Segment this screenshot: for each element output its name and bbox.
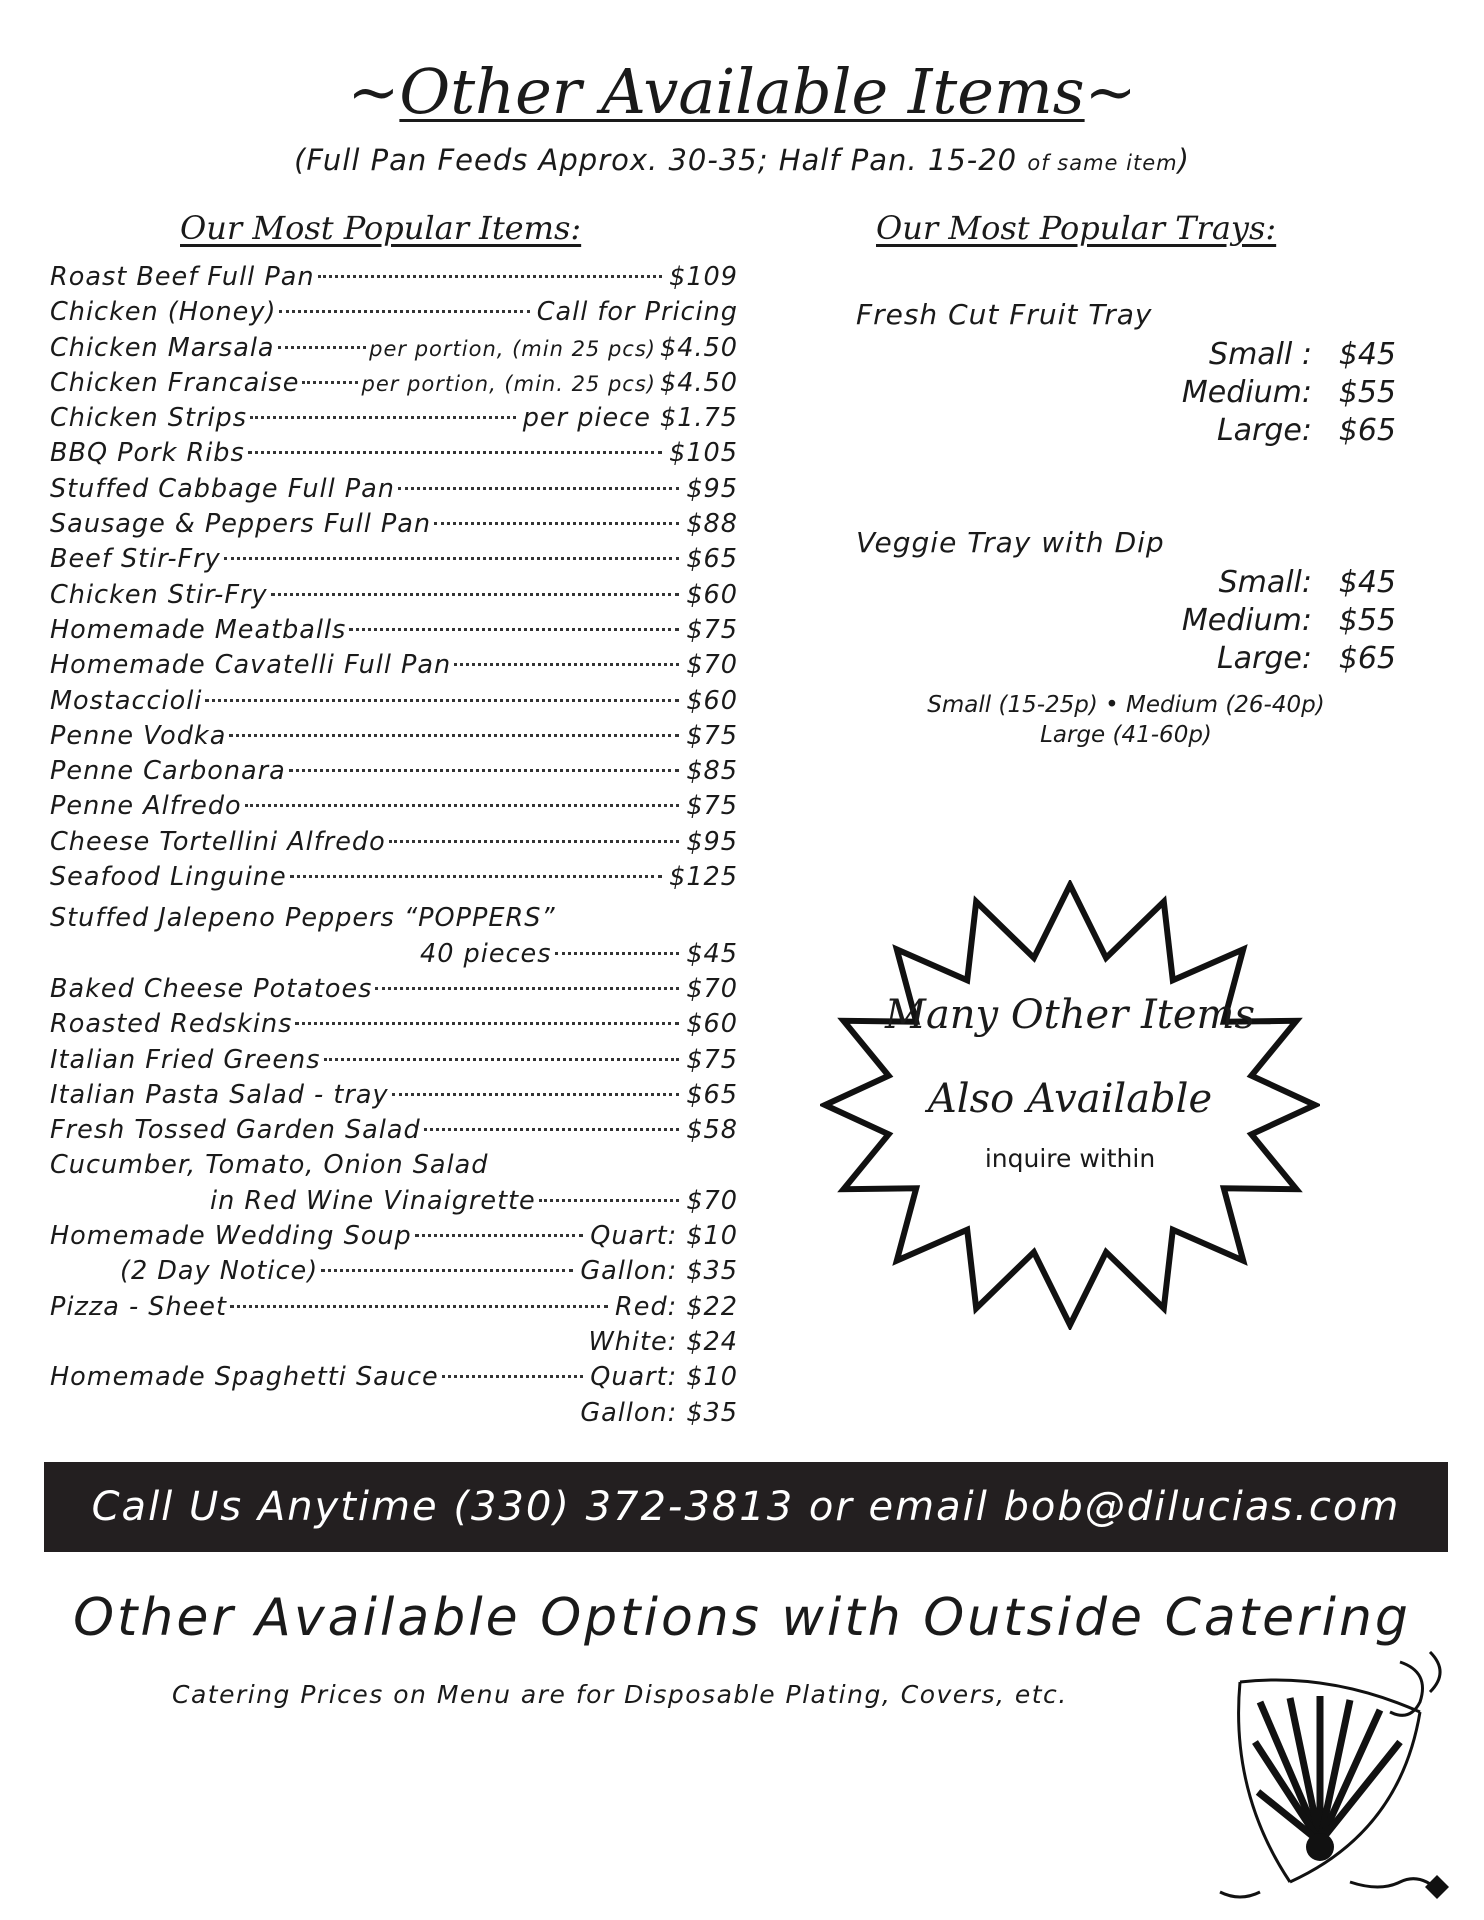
menu-item-name: Stuffed Jalepeno Peppers “POPPERS”	[50, 903, 556, 934]
menu-item	[50, 333, 738, 368]
size-price: $45	[1338, 337, 1396, 372]
veggie-tray-title: Veggie Tray with Dip	[856, 526, 1165, 559]
menu-item-price: $70	[686, 973, 738, 1004]
menu-item-price: $60	[686, 1009, 738, 1040]
menu-item	[50, 862, 738, 897]
menu-item	[50, 1045, 738, 1080]
menu-item-name: BBQ Pork Ribs	[50, 438, 245, 469]
menu-item-name: Cucumber, Tomato, Onion Salad	[50, 1150, 489, 1181]
menu-item-name: Homemade Cavatelli Full Pan	[50, 650, 452, 681]
menu-item	[50, 544, 738, 579]
menu-item	[50, 903, 738, 938]
catering-disclaimer: Catering Prices on Menu are for Disposable Plating, Covers, etc.	[172, 1680, 1068, 1709]
fruit-tray-sizes	[856, 336, 1396, 450]
menu-item	[50, 1327, 738, 1362]
tray-size-note-2: Large (41-60p)	[1040, 722, 1212, 748]
menu-item	[50, 1292, 738, 1327]
menu-item-price: $4.50	[659, 367, 738, 398]
menu-item	[50, 580, 738, 615]
dot-leader	[442, 1375, 584, 1378]
menu-item-price: $95	[686, 473, 738, 504]
menu-item-price: $60	[686, 685, 738, 716]
menu-item	[50, 1398, 738, 1433]
tray-size-note-1: Small (15-25p) • Medium (26-40p)	[927, 692, 1325, 718]
menu-item-price: $65	[686, 1079, 738, 1110]
dot-leader	[230, 1305, 608, 1308]
size-row	[856, 412, 1396, 450]
menu-item-name: Baked Cheese Potatoes	[50, 973, 373, 1004]
menu-item	[50, 756, 738, 791]
dot-leader	[271, 593, 680, 596]
size-price: $45	[1338, 565, 1396, 600]
menu-item-name: 40 pieces	[420, 938, 552, 969]
menu-item	[50, 262, 738, 297]
menu-item-price: $75	[686, 720, 738, 751]
size-label: Small :	[1209, 337, 1312, 372]
size-row	[856, 336, 1396, 374]
menu-item-name: Penne Carbonara	[50, 756, 286, 787]
menu-item	[50, 438, 738, 473]
subtitle-end: )	[1177, 143, 1190, 177]
size-label: Large:	[1216, 413, 1312, 448]
size-row	[856, 564, 1396, 602]
menu-item	[50, 721, 738, 756]
menu-item-name: Penne Alfredo	[50, 791, 242, 822]
dot-leader	[290, 875, 662, 878]
items-list	[50, 262, 738, 1433]
menu-item-price: $88	[686, 509, 738, 540]
subtitle-main: (Full Pan Feeds Approx. 30-35; Half Pan. 15-20	[294, 143, 1018, 177]
menu-item	[50, 974, 738, 1009]
dot-leader	[279, 310, 529, 313]
menu-item-name: Fresh Tossed Garden Salad	[50, 1115, 421, 1146]
menu-item	[50, 791, 738, 826]
dot-leader	[398, 487, 679, 490]
menu-item-name: Penne Vodka	[50, 720, 227, 751]
menu-item-price: $75	[686, 1044, 738, 1075]
tray-size-note	[856, 690, 1396, 750]
dot-leader	[302, 381, 358, 384]
size-label: Large:	[1216, 641, 1312, 676]
starburst-callout	[820, 880, 1320, 1330]
menu-item-price: $95	[686, 826, 738, 857]
menu-item	[50, 474, 738, 509]
menu-item-name: Sausage & Peppers Full Pan	[50, 509, 432, 540]
menu-item	[50, 403, 738, 438]
items-heading: Our Most Popular Items:	[180, 209, 582, 247]
page-subtitle	[0, 140, 1484, 183]
menu-item-name: in Red Wine Vinaigrette	[210, 1185, 536, 1216]
catering-options-title: Other Available Options with Outside Catering	[73, 1588, 1411, 1648]
menu-item-price: $105	[669, 438, 738, 469]
dot-leader	[250, 416, 516, 419]
menu-item	[50, 827, 738, 862]
menu-item-name: Mostaccioli	[50, 685, 203, 716]
dot-leader	[278, 346, 367, 349]
menu-item-name: Seafood Linguine	[50, 862, 287, 893]
subtitle-small: of same item	[1027, 151, 1178, 175]
page-title	[0, 52, 1484, 132]
menu-item-price: $70	[686, 650, 738, 681]
menu-item	[50, 297, 738, 332]
title-text: Other Available Items	[399, 55, 1085, 128]
size-label: Medium:	[1181, 375, 1312, 410]
burst-line-2: Also Available	[927, 1076, 1213, 1122]
dot-leader	[205, 699, 679, 702]
menu-item-name: Chicken Marsala	[50, 332, 275, 363]
menu-item-name: Chicken Francaise	[50, 367, 300, 398]
dot-leader	[539, 1199, 680, 1202]
menu-item-price: $70	[686, 1185, 738, 1216]
size-label: Small:	[1218, 565, 1312, 600]
menu-item-price: $85	[686, 756, 738, 787]
menu-item-price: per piece $1.75	[522, 403, 738, 434]
dot-leader	[349, 628, 679, 631]
dot-leader	[415, 1234, 584, 1237]
size-row	[856, 374, 1396, 412]
dot-leader	[229, 734, 679, 737]
title-deco-left: ~	[347, 55, 400, 128]
menu-item	[50, 686, 738, 721]
menu-item-name: Homemade Meatballs	[50, 614, 347, 645]
dot-leader	[248, 451, 662, 454]
menu-item-price: $75	[686, 614, 738, 645]
menu-item-name: (2 Day Notice)	[120, 1256, 319, 1287]
veggie-tray-sizes	[856, 564, 1396, 678]
menu-item	[50, 368, 738, 403]
dot-leader	[389, 840, 680, 843]
menu-item-name: Homemade Spaghetti Sauce	[50, 1362, 439, 1393]
burst-line-3: inquire within	[984, 1144, 1156, 1173]
dot-leader	[434, 522, 679, 525]
menu-item	[50, 650, 738, 685]
menu-item-price: $4.50	[659, 332, 738, 363]
menu-item	[50, 1186, 738, 1221]
size-row	[856, 602, 1396, 640]
menu-item	[50, 615, 738, 650]
dot-leader	[324, 1058, 680, 1061]
fruit-tray-title: Fresh Cut Fruit Tray	[856, 298, 1153, 331]
menu-item-price: $75	[686, 791, 738, 822]
menu-item-price: Quart: $10	[590, 1221, 738, 1252]
dot-leader	[375, 987, 679, 990]
menu-item-name: Pizza - Sheet	[50, 1291, 227, 1322]
size-price: $55	[1338, 603, 1396, 638]
title-deco-right: ~	[1084, 55, 1137, 128]
size-price: $65	[1338, 641, 1396, 676]
menu-item-price: $58	[686, 1115, 738, 1146]
menu-item-name: Beef Stir-Fry	[50, 544, 221, 575]
size-row	[856, 640, 1396, 678]
menu-item	[50, 1115, 738, 1150]
menu-item-price: Call for Pricing	[536, 297, 738, 328]
menu-item-price: Quart: $10	[590, 1362, 738, 1393]
menu-item-name: Cheese Tortellini Alfredo	[50, 826, 386, 857]
fan-ornament-icon	[1200, 1632, 1460, 1912]
menu-item-price: $125	[669, 862, 738, 893]
menu-item-name: Italian Fried Greens	[50, 1044, 321, 1075]
menu-item	[50, 1362, 738, 1397]
trays-heading: Our Most Popular Trays:	[876, 209, 1277, 247]
menu-item-note: per portion, (min. 25 pcs)	[361, 371, 656, 396]
menu-item	[50, 509, 738, 544]
size-price: $65	[1338, 413, 1396, 448]
dot-leader	[224, 557, 680, 560]
menu-item	[50, 1150, 738, 1185]
menu-item-note: per portion, (min 25 pcs)	[369, 336, 656, 361]
dot-leader	[318, 275, 663, 278]
menu-item	[50, 1009, 738, 1044]
dot-leader	[245, 804, 680, 807]
dot-leader	[424, 1128, 680, 1131]
menu-item-price: $60	[686, 579, 738, 610]
menu-item-name: Homemade Wedding Soup	[50, 1221, 412, 1252]
menu-item-name: Chicken Strips	[50, 403, 248, 434]
menu-item-name: Chicken Stir-Fry	[50, 579, 268, 610]
menu-item-name: Italian Pasta Salad - tray	[50, 1079, 389, 1110]
dot-leader	[454, 663, 679, 666]
menu-item	[50, 1221, 738, 1256]
menu-item-price: Gallon: $35	[580, 1397, 738, 1428]
menu-item	[50, 1080, 738, 1115]
contact-bar	[44, 1462, 1448, 1552]
dot-leader	[392, 1093, 680, 1096]
menu-item-name: Chicken (Honey)	[50, 297, 277, 328]
menu-item-price: $65	[686, 544, 738, 575]
burst-line-1: Many Other Items	[884, 992, 1256, 1038]
dot-leader	[555, 952, 680, 955]
size-price: $55	[1338, 375, 1396, 410]
size-label: Medium:	[1181, 603, 1312, 638]
contact-text: Call Us Anytime (330) 372-3813 or email bob@dilucias.com	[91, 1484, 1401, 1530]
dot-leader	[289, 769, 680, 772]
menu-item-price: Red: $22	[615, 1291, 738, 1322]
menu-item	[50, 1256, 738, 1291]
menu-item-name: Stuffed Cabbage Full Pan	[50, 473, 395, 504]
menu-item-price: Gallon: $35	[580, 1256, 738, 1287]
dot-leader	[321, 1269, 573, 1272]
menu-item-name: Roasted Redskins	[50, 1009, 293, 1040]
menu-item-price: $109	[669, 262, 738, 292]
menu-item-price: $45	[686, 938, 738, 969]
menu-item	[50, 939, 738, 974]
menu-item-name: Roast Beef Full Pan	[50, 262, 315, 292]
menu-item-price: White: $24	[588, 1326, 738, 1357]
dot-leader	[295, 1022, 679, 1025]
